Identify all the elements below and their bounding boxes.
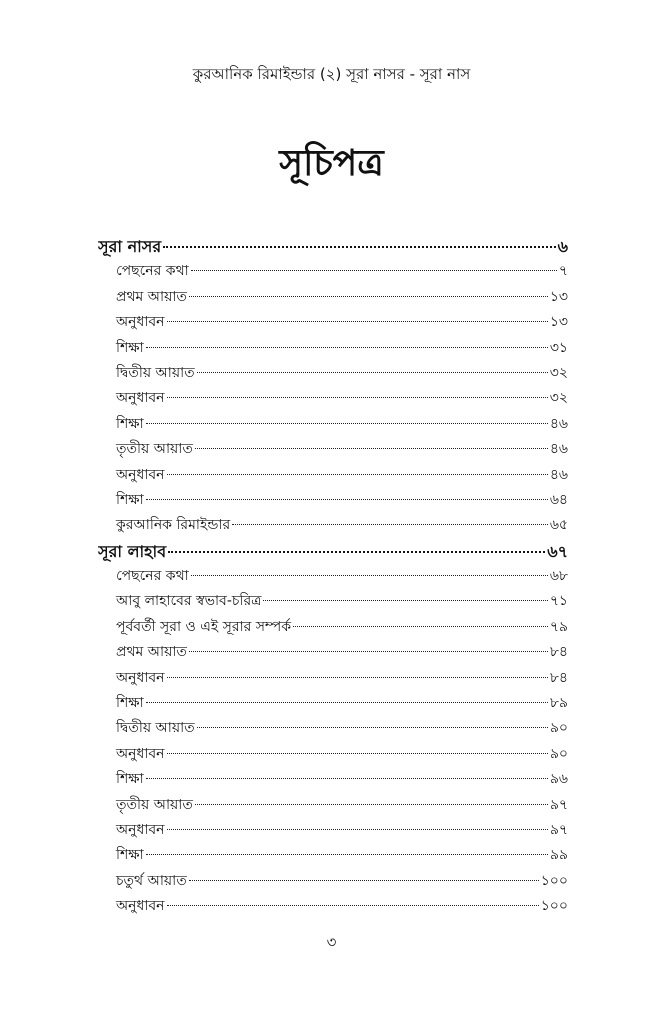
dot-leader xyxy=(167,474,548,475)
toc-entry-label: অনুধাবন xyxy=(116,821,165,838)
toc-entry-page: ৬৮ xyxy=(549,568,568,585)
dot-leader xyxy=(146,347,548,348)
toc-entry xyxy=(98,513,568,538)
dot-leader xyxy=(189,651,548,652)
toc-entry xyxy=(98,767,568,792)
toc-entry-page: ১০০ xyxy=(540,898,568,915)
toc-entry-label: সূরা নাসর xyxy=(98,237,162,256)
toc-entry-label: অনুধাবন xyxy=(116,669,165,686)
toc-entry-label: শিক্ষা xyxy=(116,695,144,712)
toc-entry xyxy=(98,463,568,488)
dot-leader xyxy=(189,296,548,297)
toc-entry xyxy=(98,666,568,691)
toc-entry xyxy=(98,615,568,640)
toc-entry xyxy=(98,716,568,741)
toc-entry-page: ৬৭ xyxy=(547,541,568,561)
toc-entry xyxy=(98,488,568,513)
toc-entry-page: ৮৯ xyxy=(549,695,568,712)
dot-leader xyxy=(168,551,545,553)
toc-entry-label: চতুর্থ আয়াত xyxy=(116,872,187,889)
toc-entry xyxy=(98,285,568,310)
dot-leader xyxy=(195,804,548,805)
toc-entry-page: ৯৭ xyxy=(549,821,568,838)
toc-entry-label: পেছনের কথা xyxy=(116,568,189,585)
toc-entry-page: ৩২ xyxy=(549,364,568,381)
toc-entry xyxy=(98,589,568,614)
toc-entry xyxy=(98,894,568,919)
toc-entry xyxy=(98,386,568,411)
dot-leader xyxy=(167,829,548,830)
dot-leader xyxy=(146,702,548,703)
toc-entry-label: কুরআনিক রিমাইন্ডার xyxy=(116,517,231,534)
toc-entry-label: দ্বিতীয় আয়াত xyxy=(116,364,195,381)
dot-leader xyxy=(293,626,548,627)
toc-entry-page: ৩২ xyxy=(549,390,568,407)
dot-leader xyxy=(146,778,548,779)
toc-entry-page: ৪৬ xyxy=(549,441,568,458)
dot-leader xyxy=(197,727,548,728)
toc-entry-label: শিক্ষা xyxy=(116,491,144,508)
toc-entry-page: ৮৪ xyxy=(549,644,568,661)
dot-leader xyxy=(146,423,548,424)
dot-leader xyxy=(167,677,548,678)
dot-leader xyxy=(167,397,548,398)
toc-entry-page: ৭১ xyxy=(549,593,568,610)
dot-leader xyxy=(163,246,555,248)
toc-entry-label: প্রথম আয়াত xyxy=(116,644,187,661)
toc-entry-label: প্রথম আয়াত xyxy=(116,288,187,305)
dot-leader xyxy=(197,372,548,373)
dot-leader xyxy=(167,321,548,322)
dot-leader xyxy=(167,905,539,906)
toc-entry xyxy=(98,742,568,767)
toc-entry-label: তৃতীয় আয়াত xyxy=(116,441,193,458)
toc-entry-label: অনুধাবন xyxy=(116,390,165,407)
toc-entry xyxy=(98,843,568,868)
toc-entry xyxy=(98,259,568,284)
toc-entry-page: ১৩ xyxy=(549,314,568,331)
toc-entry-label: শিক্ষা xyxy=(116,771,144,788)
toc-entry-label: শিক্ষা xyxy=(116,339,144,356)
toc-entry-page: ৯৯ xyxy=(549,847,568,864)
toc-entry-page: ৯৬ xyxy=(549,771,568,788)
toc-entry-page: ৪৬ xyxy=(549,466,568,483)
toc-entry-label: শিক্ষা xyxy=(116,847,144,864)
toc-entry-page: ৬৫ xyxy=(549,517,568,534)
toc-entry-label: শিক্ষা xyxy=(116,415,144,432)
toc-entry-page: ১৩ xyxy=(549,288,568,305)
toc-entry-label: পূর্ববর্তী সূরা ও এই সূরার সম্পর্ক xyxy=(116,618,292,635)
dot-leader xyxy=(191,270,557,271)
toc-entry-label: অনুধাবন xyxy=(116,314,165,331)
dot-leader xyxy=(191,575,548,576)
dot-leader xyxy=(167,753,548,754)
toc-entry-page: ৯৭ xyxy=(549,796,568,813)
toc-entry-label: পেছনের কথা xyxy=(116,263,189,280)
toc-entry-page: ৮৪ xyxy=(549,669,568,686)
toc-entry-label: অনুধাবন xyxy=(116,745,165,762)
dot-leader xyxy=(189,880,539,881)
toc-entry xyxy=(98,793,568,818)
toc-entry-label: অনুধাবন xyxy=(116,466,165,483)
toc-entry-page: ৯০ xyxy=(549,745,568,762)
toc-entry-page: ৭৯ xyxy=(549,618,568,635)
dot-leader xyxy=(146,854,548,855)
toc-entry-page: ৪৬ xyxy=(549,415,568,432)
page-number: ৩ xyxy=(326,933,337,951)
toc-entry-label: সূরা লাহাব xyxy=(98,541,167,561)
toc-entry xyxy=(98,564,568,589)
toc-entry-page: ৯০ xyxy=(549,720,568,737)
toc-entry-label: আবু লাহাবের স্বভাব-চরিত্র xyxy=(116,593,262,610)
running-head: কুরআনিক রিমাইন্ডার (২) সূরা নাসর - সূরা নাস xyxy=(192,65,471,83)
toc-entry xyxy=(98,310,568,335)
toc-entry xyxy=(98,818,568,843)
toc-entry-label: অনুধাবন xyxy=(116,898,165,915)
toc-entry-page: ৬ xyxy=(557,237,568,256)
toc-section-entry xyxy=(98,539,568,564)
toc-entry xyxy=(98,869,568,894)
dot-leader xyxy=(263,600,547,601)
toc-section-entry xyxy=(98,234,568,259)
toc-entry-label: তৃতীয় আয়াত xyxy=(116,796,193,813)
toc-entry-page: ৬৪ xyxy=(549,491,568,508)
toc-entry-page: ৭ xyxy=(558,263,568,280)
toc-entry-page: ৩১ xyxy=(549,339,568,356)
toc-entry-label: দ্বিতীয় আয়াত xyxy=(116,720,195,737)
table-of-contents xyxy=(98,234,568,920)
toc-entry xyxy=(98,361,568,386)
toc-entry xyxy=(98,640,568,665)
dot-leader xyxy=(232,524,548,525)
toc-entry xyxy=(98,437,568,462)
dot-leader xyxy=(195,448,548,449)
toc-entry xyxy=(98,412,568,437)
toc-entry-page: ১০০ xyxy=(540,872,568,889)
toc-entry xyxy=(98,336,568,361)
dot-leader xyxy=(146,499,548,500)
page-title: সূচিপত্র xyxy=(279,143,384,184)
toc-entry xyxy=(98,691,568,716)
